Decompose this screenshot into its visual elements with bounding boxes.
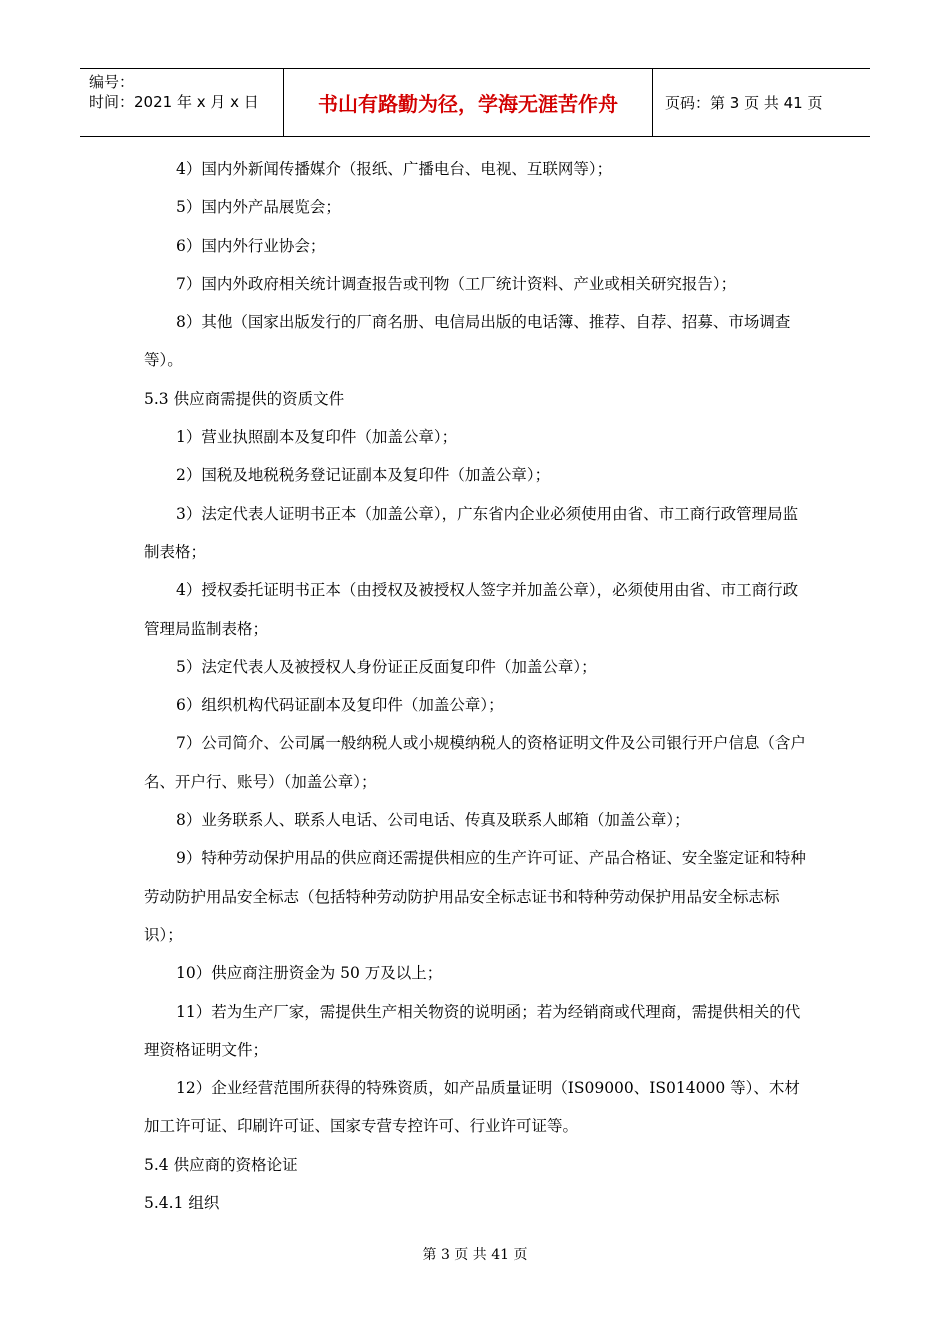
paragraph: 6）国内外行业协会；: [176, 236, 326, 255]
paragraph: 2）国税及地税税务登记证副本及复印件（加盖公章）；: [176, 466, 551, 485]
paragraph: 6）组织机构代码证副本及复印件（加盖公章）；: [176, 696, 504, 715]
doc-time-label: 时间：2021 年 x 月 x 日: [89, 93, 259, 111]
document-body: [144, 150, 808, 1222]
paragraph: 7）国内外政府相关统计调查报告或刊物（工厂统计资料、产业或相关研究报告）；: [176, 274, 737, 293]
paragraph: 1）营业执照副本及复印件（加盖公章）；: [176, 428, 458, 447]
paragraph: 12）企业经营范围所获得的特殊资质，如产品质量证明（IS09000、IS014000 等）、木材加工许可证、印刷许可证、国家专营专控许可、行业许可证等。: [144, 1079, 800, 1136]
subsection-heading: 5.4.1 组织: [144, 1194, 220, 1213]
paragraph: 11）若为生产厂家，需提供生产相关物资的说明函；若为经销商或代理商，需提供相关的代理资格证明文件；: [144, 1002, 801, 1059]
paragraph: 5）国内外产品展览会；: [176, 198, 341, 217]
section-heading: 5.3 供应商需提供的资质文件: [144, 389, 345, 408]
paragraph: 5）法定代表人及被授权人身份证正反面复印件（加盖公章）；: [176, 657, 597, 676]
section-heading: 5.4 供应商的资格论证: [144, 1155, 298, 1174]
paragraph: 4）授权委托证明书正本（由授权及被授权人签字并加盖公章），必须使用由省、市工商行政管理局监制表格；: [144, 581, 799, 638]
paragraph: 3）法定代表人证明书正本（加盖公章），广东省内企业必须使用由省、市工商行政管理局监制表格；: [144, 504, 799, 561]
paragraph: 8）其他（国家出版发行的厂商名册、电信局出版的电话簿、推荐、自荐、招募、市场调查等）。: [144, 313, 791, 370]
doc-number-label: 编号：: [89, 73, 135, 91]
paragraph: 8）业务联系人、联系人电话、公司电话、传真及联系人邮箱（加盖公章）；: [176, 811, 690, 830]
paragraph: 10）供应商注册资金为 50 万及以上；: [176, 964, 443, 983]
header-page-label: 页码：第 3 页 共 41 页: [665, 94, 823, 112]
page-footer: 第 3 页 共 41 页: [422, 1247, 528, 1263]
paragraph: 9）特种劳动保护用品的供应商还需提供相应的生产许可证、产品合格证、安全鉴定证和特种劳动防护用品安全标志（包括特种劳动防护用品安全标志证书和特种劳动保护用品安全标志标识）；: [144, 849, 806, 944]
header-motto: 书山有路勤为径，学海无涯苦作舟: [283, 69, 653, 136]
paragraph: 4）国内外新闻传播媒介（报纸、广播电台、电视、互联网等）；: [176, 160, 613, 178]
page-header: [80, 68, 870, 137]
header-meta: [80, 69, 283, 136]
paragraph: 7）公司简介、公司属一般纳税人或小规模纳税人的资格证明文件及公司银行开户信息（含户名、开户行、账号）（加盖公章）；: [144, 734, 806, 791]
